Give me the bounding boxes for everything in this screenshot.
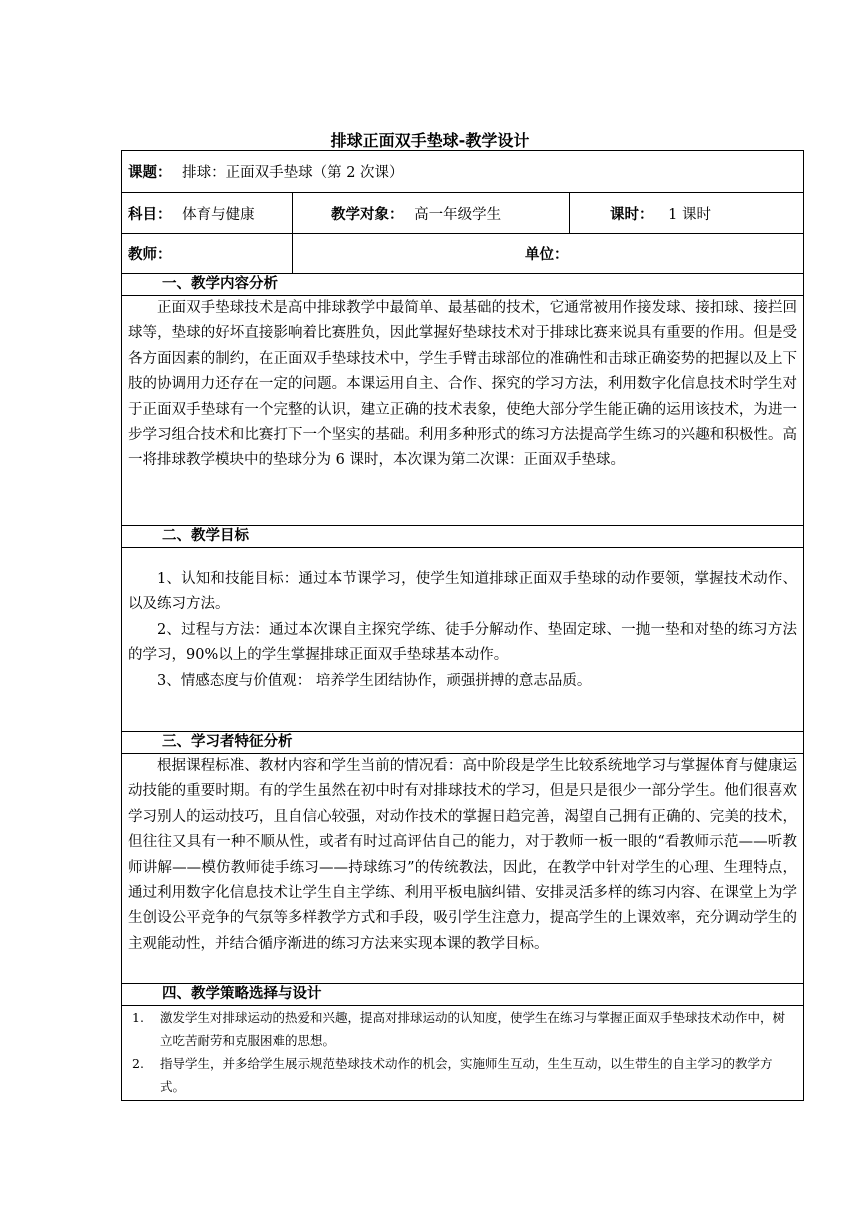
list-item-number: 2. <box>132 1056 144 1071</box>
teacher-cell <box>122 234 293 274</box>
list-item <box>128 1052 797 1098</box>
section-heading: 四、教学策略选择与设计 <box>122 984 804 1006</box>
list-item-text: 激发学生对排球运动的热爱和兴趣，提高对排球运动的认知度，使学生在练习与掌握正面双手垫球技术动作中，树立吃苦耐劳和克服困难的思想。 <box>160 1010 786 1048</box>
section-heading: 二、教学目标 <box>122 526 804 548</box>
section-4-heading-row <box>122 984 804 1006</box>
section-1-body-row <box>122 296 804 526</box>
topic-row <box>122 151 804 193</box>
goal-paragraph-3: 3、情感态度与价值观： 培养学生团结协作，顽强拼搏的意志品质。 <box>157 672 592 689</box>
subject-value: 体育与健康 <box>182 206 255 223</box>
topic-cell <box>122 151 804 193</box>
section-3-body-row <box>122 754 804 984</box>
learner-paragraph: 根据课程标准、教材内容和学生当前的情况看：高中阶段是学生比较系统地学习与掌握体育与健康运动技能的重要时期。有的学生虽然在初中时有对排球技术的学习，但是只是很少一部分学生。他们很喜欢学习别人的运动技巧，且自信心较强，对动作技术的掌握日趋完善，渴望自己拥有正确的、完美的技术，但往往又具有一种不顺从性，或者有时过高评估自己的能力，对于教师一板一眼的“看教师示范——听教师讲解——模仿教师徒手练习——持球练习”的传统教法，因此，在教学中针对学生的心理、生理特点，通过利用数字化信息技术让学生自主学练、利用平板电脑纠错、安排灵活多样的练习内容、在课堂上为学生创设公平竞争的气氛等多样教学方式和手段，吸引学生注意力，提高学生的上课效率，充分调动学生的主观能动性，并结合循序渐进的练习方法来实现本课的教学目标。 <box>128 758 797 952</box>
section-2-heading-row <box>122 526 804 548</box>
content-paragraph: 正面双手垫球技术是高中排球教学中最简单、最基础的技术，它通常被用作接发球、接扣球、接拦回球等，垫球的好坏直接影响着比赛胜负，因此掌握好垫球技术对于排球比赛来说具有重要的作用。但是受各方面因素的制约，在正面双手垫球技术中，学生手臂击球部位的准确性和击球正确姿势的把握以及上下肢的协调用力还存在一定的问题。本课运用自主、合作、探究的学习方法，利用数字化信息技术时学生对于正面双手垫球有一个完整的认识，建立正确的技术表象，使绝大部分学生能正确的运用该技术，为进一步学习组合技术和比赛打下一个坚实的基础。利用多种形式的练习方法提高学生练习的兴趣和积极性。高一将排球教学模块中的垫球分为 6 课时，本次课为第二次课：正面双手垫球。 <box>128 300 797 469</box>
section-4-body <box>122 1006 804 1101</box>
section-3-body <box>122 754 804 984</box>
target-label: 教学对象： <box>331 206 404 223</box>
teacher-row <box>122 234 804 274</box>
goal-paragraph-2: 2、过程与方法：通过本次课自主探究学练、徒手分解动作、垫固定球、一抛一垫和对垫的练习方法的学习，90%以上的学生掌握排球正面双手垫球基本动作。 <box>128 621 797 664</box>
document-title: 排球正面双手垫球-教学设计 <box>330 131 530 150</box>
goal-paragraph-1: 1、认知和技能目标：通过本节课学习，使学生知道排球正面双手垫球的动作要领，掌握技术动作、以及练习方法。 <box>128 571 797 613</box>
hours-label: 课时： <box>610 206 654 223</box>
target-value: 高一年级学生 <box>414 206 502 223</box>
subject-row <box>122 193 804 234</box>
lesson-design-table <box>121 150 804 1101</box>
unit-label: 单位： <box>525 247 569 263</box>
section-1-heading-row <box>122 274 804 296</box>
hours-value: 1 课时 <box>668 206 711 223</box>
section-2-body-row <box>122 548 804 732</box>
section-4-body-row <box>122 1006 804 1101</box>
subject-cell <box>122 193 293 234</box>
section-1-body <box>122 296 804 526</box>
strategy-list <box>128 1006 797 1098</box>
hours-cell <box>570 193 804 234</box>
section-3-heading-row <box>122 732 804 754</box>
section-2-body <box>122 548 804 732</box>
unit-cell <box>293 234 804 274</box>
target-cell <box>293 193 570 234</box>
list-item-number: 1. <box>132 1010 144 1025</box>
teacher-label: 教师： <box>128 247 172 263</box>
list-item <box>128 1006 797 1052</box>
list-item-text: 指导学生，并多给学生展示规范垫球技术动作的机会，实施师生互动，生生互动，以生带生的自主学习的教学方式。 <box>160 1056 773 1094</box>
topic-value: 排球：正面双手垫球（第 2 次课） <box>182 165 404 181</box>
section-heading: 一、教学内容分析 <box>122 274 804 296</box>
section-heading: 三、学习者特征分析 <box>122 732 804 754</box>
topic-label: 课题： <box>128 165 172 181</box>
subject-label: 科目： <box>128 206 172 223</box>
